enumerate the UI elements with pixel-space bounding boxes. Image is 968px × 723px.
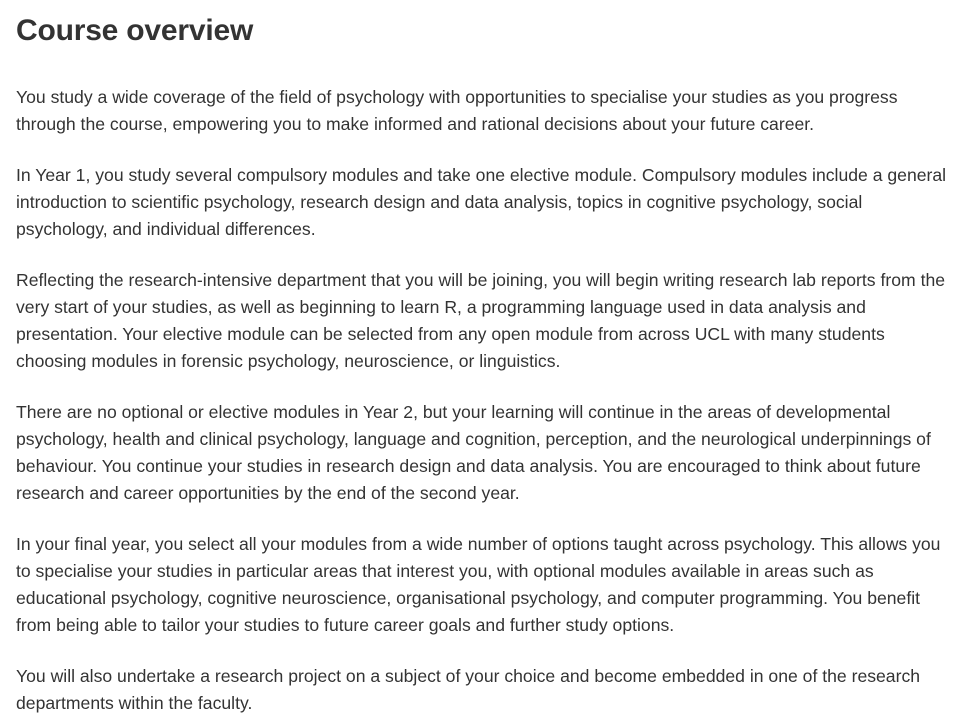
overview-paragraph-year-2: There are no optional or elective modules in Year 2, but your learning will continue in the areas of developmental psychology, health and clinical psychology, language and cognition, perception, and the neurological underpinnings of behaviour. You continue your studies in research design and data analysis. You are encouraged to think about future research and career opportunities by the end of the second year. — [16, 402, 931, 503]
overview-paragraph-final-year: In your final year, you select all your modules from a wide number of options taught across psychology. This allows you to specialise your studies in particular areas that interest you, with optional modules available in areas such as educational psychology, cognitive neuroscience, organisational psychology, and computer programming. You benefit from being able to tailor your studies to future career goals and further study options. — [16, 534, 941, 635]
page-title: Course overview — [16, 14, 254, 47]
overview-paragraph-research-project: You will also undertake a research project on a subject of your choice and become embedded in one of the research departments within the faculty. — [16, 666, 921, 713]
overview-paragraph-intro: You study a wide coverage of the field of psychology with opportunities to specialise your studies as you progress through the course, empowering you to make informed and rational decisions about your future career. — [16, 87, 898, 134]
overview-paragraph-research-lab: Reflecting the research-intensive department that you will be joining, you will begin writing research lab reports from the very start of your studies, as well as beginning to learn R, a programming language used in data analysis and presentation. Your elective module can be selected from any open module from across UCL with many students choosing modules in forensic psychology, neuroscience, or linguistics. — [16, 270, 946, 371]
overview-paragraph-year-1: In Year 1, you study several compulsory modules and take one elective module. Compulsory modules include a general introduction to scientific psychology, research design and data analysis, topics in cognitive psychology, social psychology, and individual differences. — [16, 165, 947, 239]
